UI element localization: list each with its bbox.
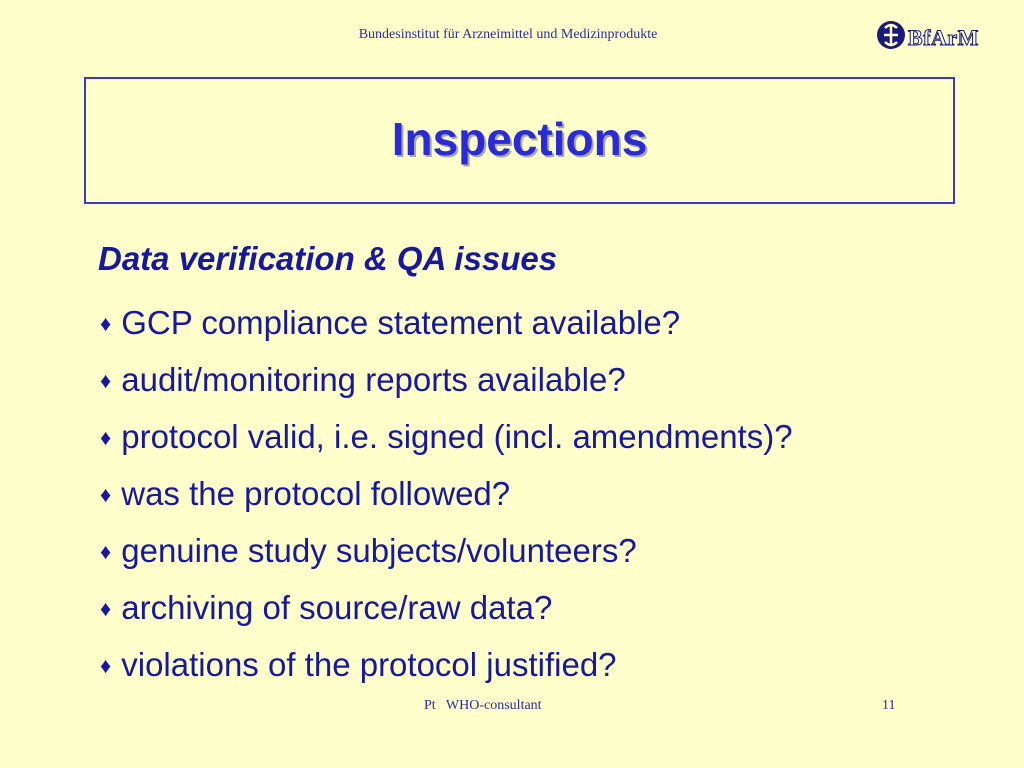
bullet-item bbox=[100, 636, 793, 693]
diamond-bullet-icon: ♦ bbox=[100, 538, 112, 564]
diamond-bullet-icon: ♦ bbox=[100, 367, 112, 393]
bullet-item bbox=[100, 522, 793, 579]
bullet-text: archiving of source/raw data? bbox=[121, 588, 553, 626]
diamond-bullet-icon: ♦ bbox=[100, 310, 112, 336]
diamond-bullet-icon: ♦ bbox=[100, 595, 112, 621]
bullet-text: GCP compliance statement available? bbox=[121, 303, 681, 341]
diamond-bullet-icon: ♦ bbox=[100, 652, 112, 678]
bullet-item bbox=[100, 351, 793, 408]
bfarm-logo bbox=[876, 15, 979, 55]
diamond-bullet-icon: ♦ bbox=[100, 424, 112, 450]
bullet-list bbox=[100, 294, 793, 693]
footer-presenter: Pt WHO-consultant bbox=[424, 698, 542, 713]
page-number: 11 bbox=[882, 698, 896, 713]
logo-text: BfArM bbox=[908, 25, 979, 50]
bullet-text: violations of the protocol justified? bbox=[121, 645, 617, 683]
bullet-text: audit/monitoring reports available? bbox=[121, 360, 626, 398]
bullet-item bbox=[100, 465, 793, 522]
bullet-text: genuine study subjects/volunteers? bbox=[121, 531, 637, 569]
title-box bbox=[84, 77, 955, 204]
slide-title: Inspections bbox=[391, 112, 648, 165]
bullet-item bbox=[100, 294, 793, 351]
bullet-text: was the protocol followed? bbox=[121, 474, 511, 512]
diamond-bullet-icon: ♦ bbox=[100, 481, 112, 507]
institute-name: Bundesinstitut für Arzneimittel und Medizinprodukte bbox=[358, 27, 658, 42]
bfarm-emblem-icon bbox=[876, 18, 906, 52]
bullet-item bbox=[100, 579, 793, 636]
section-subheading: Data verification & QA issues bbox=[98, 240, 558, 277]
bullet-item bbox=[100, 408, 793, 465]
bullet-text: protocol valid, i.e. signed (incl. amendments)? bbox=[121, 417, 793, 455]
